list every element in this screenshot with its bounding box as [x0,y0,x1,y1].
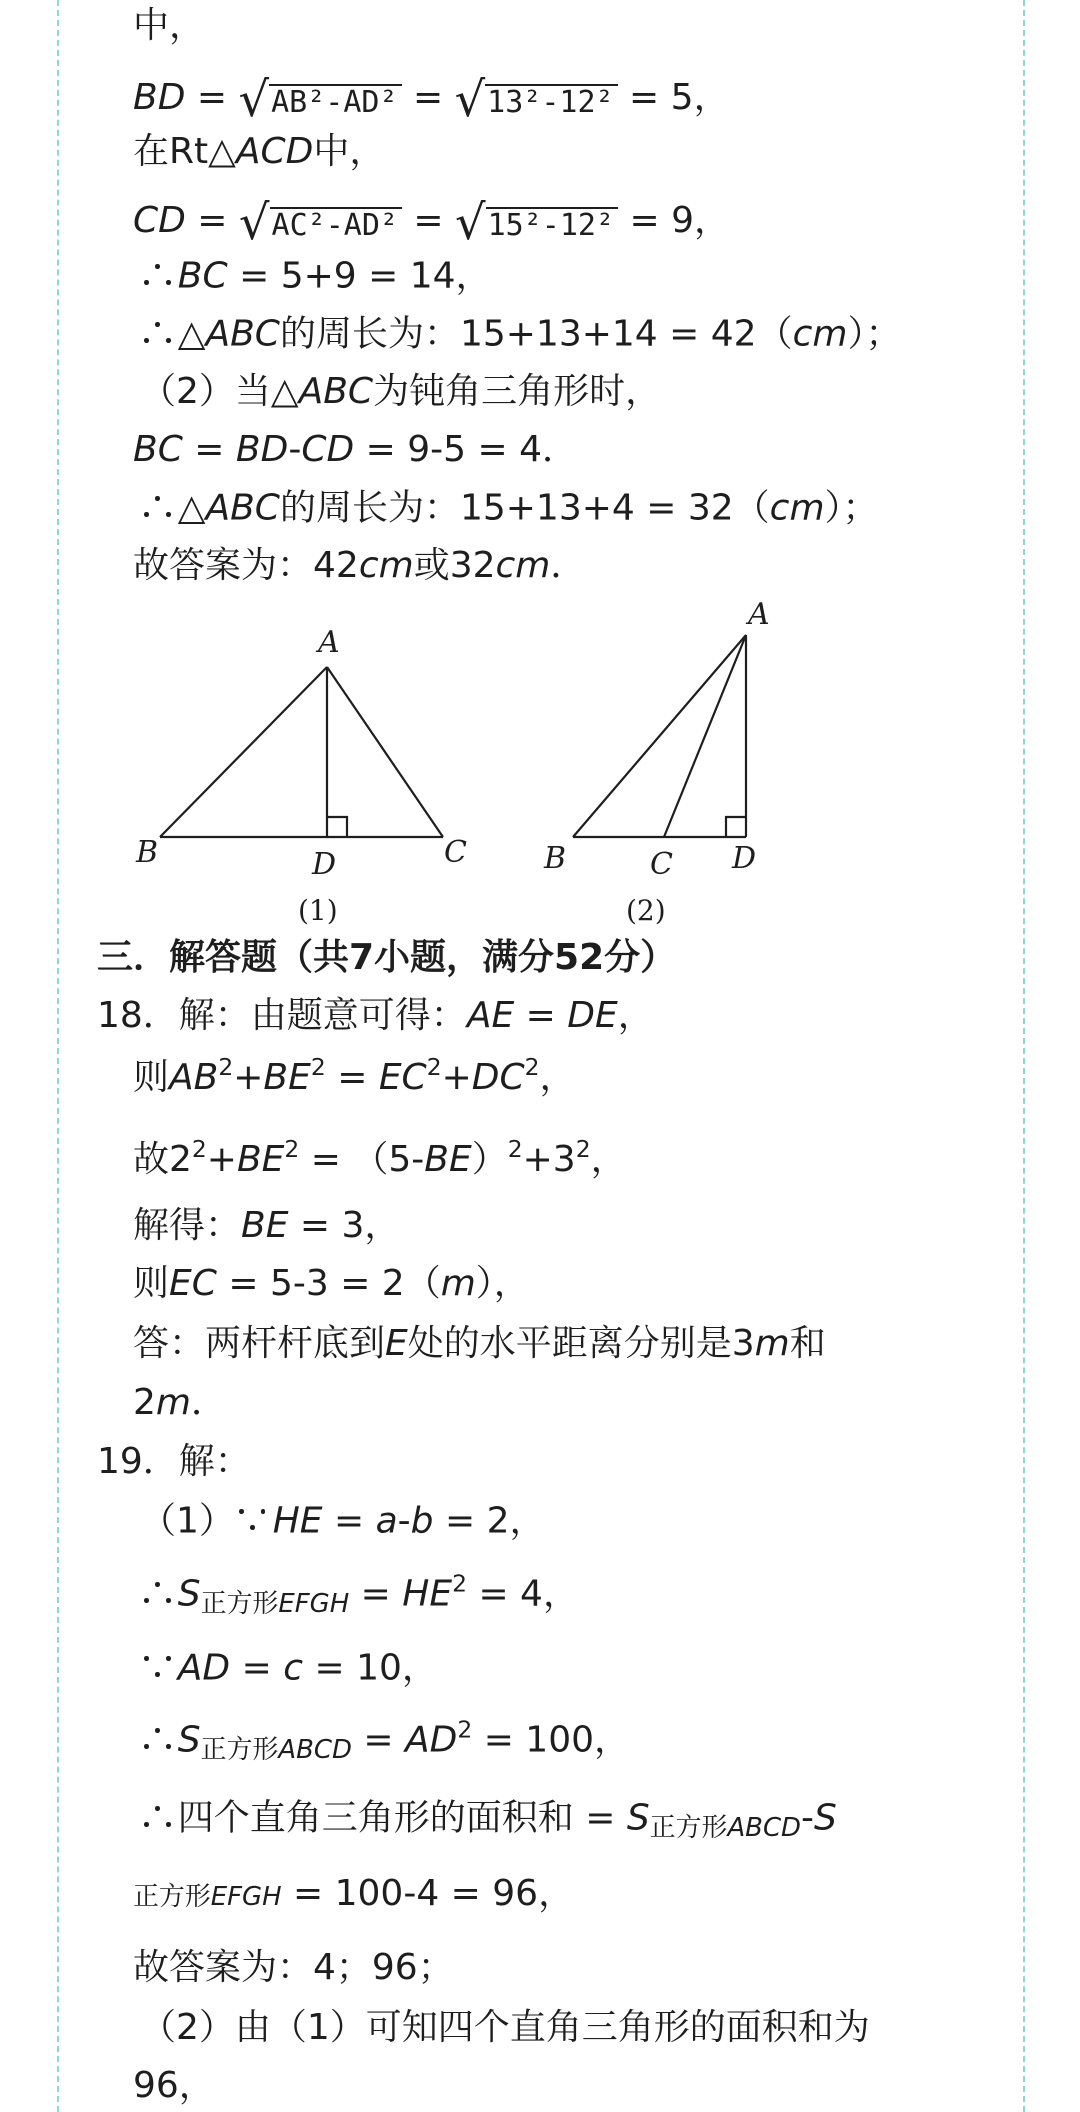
therefore-icon [140,258,178,290]
text-line: 96， [133,2065,215,2106]
fig2-label-d: D [732,841,757,876]
therefore-icon [140,1576,178,1608]
text-line: 2m． [133,1382,227,1423]
fig2-side-ab [573,635,746,837]
therefore-icon [140,1722,178,1754]
sqrt-expression: √15²-12² [455,195,618,243]
because-icon [235,1503,273,1535]
text-line: △ABC的周长为：15+13+4 = 32（cm）； [140,490,879,534]
text-line: （2）由（1）可知四个直角三角形的面积和为 [140,2007,870,2048]
fig2-caption: (2) [626,894,666,927]
sqrt-expression: √13²-12² [455,72,618,120]
text-line: △ABC的周长为：15+13+14 = 42（cm）； [140,316,901,360]
text-line: BC = 5+9 = 14， [140,258,492,302]
fig1-side-ab [160,667,327,837]
sqrt-expression: √AB²-AD² [238,72,401,120]
section-heading: 三．解答题（共7小题，满分52分） [97,937,677,978]
text-line: 正方形EFGH = 100-4 = 96， [133,1873,575,1914]
fig2-side-ac [664,635,746,837]
text-line: 故答案为：42cm或32cm． [133,545,587,586]
fig1-label-a: A [318,625,340,660]
fig1-label-d: D [312,847,337,882]
text-line: （2）当△ABC为钝角三角形时， [140,371,662,412]
fig2-right-angle-mark [726,817,746,837]
text-line: （1） HE = a-b = 2， [140,1500,546,1542]
therefore-icon [140,1800,178,1832]
because-icon [140,1650,178,1682]
sqrt-expression: √AC²-AD² [239,195,402,243]
text-line: $S_{正方形EFGH} = HE^2 = 4$， [140,1576,579,1620]
text-line: 故$2^2+BE^2 = (5-BE)^2+3^2$， [133,1134,627,1180]
fig2-label-a: A [748,597,770,632]
fig1-caption: (1) [298,894,338,927]
question-19: 19．解： [97,1441,251,1482]
text-line: 则$AB^2+BE^2 = EC^2+DC^2$， [133,1052,576,1098]
left-dashed-border [57,0,59,2112]
text-line: 四个直角三角形的面积和 = $S_{正方形ABCD}-S$ [140,1800,837,1844]
fig2-label-b: B [544,841,567,876]
text-line: AD = c = 10， [140,1650,438,1694]
fig1-label-b: B [136,835,159,870]
text-line: 答：两杆杆底到E处的水平距离分别是3m和 [133,1323,826,1364]
triangle-diagram [130,590,810,935]
therefore-icon [140,490,178,522]
therefore-icon [140,316,178,348]
text-line: 在Rt△ACD中， [133,131,386,172]
fig1-label-c: C [444,835,467,870]
fig1-right-angle-mark [327,817,347,837]
text-line: 解得：BE = 3， [133,1205,401,1246]
text-line: 则EC = 5-3 = 2（m）， [133,1263,530,1304]
text-line: $S_{正方形ABCD} = AD^2 = 100$， [140,1722,630,1766]
text-line: BC = BD-CD = 9-5 = 4． [133,429,578,470]
right-dashed-border [1023,0,1025,2112]
equation-bd: BD = √AB²-AD² = √13²-12² = 5， [133,72,730,128]
text-line: 故答案为：4；96； [133,1947,454,1988]
equation-cd: CD = √AC²-AD² = √15²-12² = 9， [133,195,731,251]
triangle-figures [130,590,810,935]
question-18: 18．解：由题意可得：AE = DE， [97,995,654,1036]
fig2-label-c: C [650,847,673,882]
text-line: 中， [133,5,206,46]
fig1-side-ac [327,667,443,837]
